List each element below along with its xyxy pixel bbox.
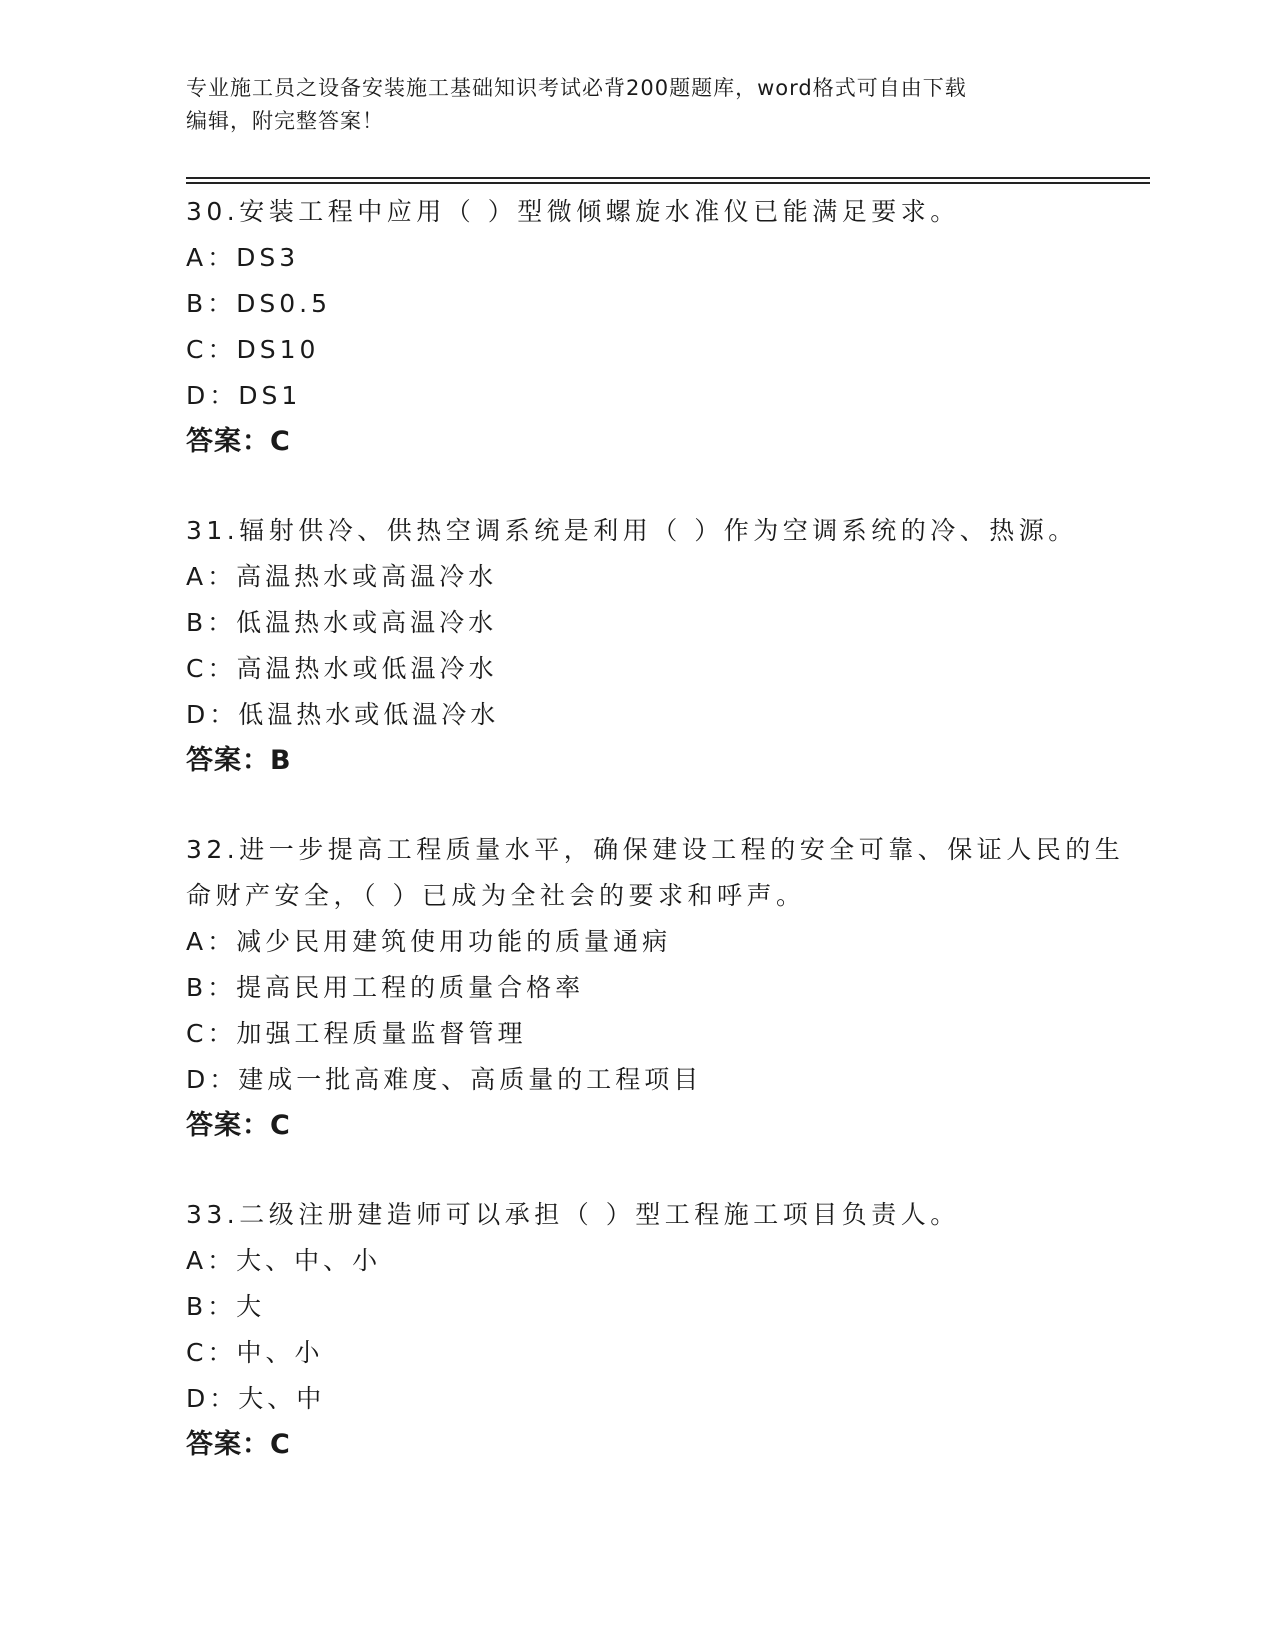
option-c: C：DS10 [186, 335, 320, 364]
question-stem: 32.进一步提高工程质量水平，确保建设工程的安全可靠、保证人民的生命财产安全，（ ）已成为全社会的要求和呼声。 [186, 835, 1125, 910]
option-d: D：低温热水或低温冷水 [186, 700, 500, 729]
document-header [186, 72, 1086, 138]
answer: 答案：C [186, 1110, 291, 1141]
question-list [186, 189, 1146, 1511]
option-a: A：高温热水或高温冷水 [186, 562, 498, 591]
option-c: C：中、小 [186, 1338, 324, 1367]
answer: 答案：B [186, 745, 292, 776]
answer: 答案：C [186, 1429, 291, 1460]
option-d: D：大、中 [186, 1384, 326, 1413]
option-c: C：高温热水或低温冷水 [186, 654, 498, 683]
question-stem: 33.二级注册建造师可以承担（ ）型工程施工项目负责人。 [186, 1200, 960, 1229]
question-33 [186, 1192, 1146, 1468]
question-stem: 30.安装工程中应用（ ）型微倾螺旋水准仪已能满足要求。 [186, 197, 960, 226]
option-b: B：低温热水或高温冷水 [186, 608, 498, 637]
question-31 [186, 508, 1146, 784]
option-d: D：DS1 [186, 381, 302, 410]
header-divider-top [186, 177, 1150, 179]
option-d: D：建成一批高难度、高质量的工程项目 [186, 1065, 703, 1094]
header-divider-bottom [186, 182, 1150, 184]
option-a: A：减少民用建筑使用功能的质量通病 [186, 927, 672, 956]
option-c: C：加强工程质量监督管理 [186, 1019, 527, 1048]
header-line-2: 编辑，附完整答案！ [186, 109, 384, 133]
question-stem: 31.辐射供冷、供热空调系统是利用（ ）作为空调系统的冷、热源。 [186, 516, 1078, 545]
header-line-1: 专业施工员之设备安装施工基础知识考试必背200题题库，word格式可自由下载 [186, 76, 967, 100]
option-b: B：DS0.5 [186, 289, 332, 318]
option-b: B：提高民用工程的质量合格率 [186, 973, 585, 1002]
question-30 [186, 189, 1146, 465]
answer: 答案：C [186, 426, 291, 457]
option-a: A：DS3 [186, 243, 300, 272]
question-32 [186, 827, 1146, 1149]
option-b: B：大 [186, 1292, 266, 1321]
option-a: A：大、中、小 [186, 1246, 382, 1275]
